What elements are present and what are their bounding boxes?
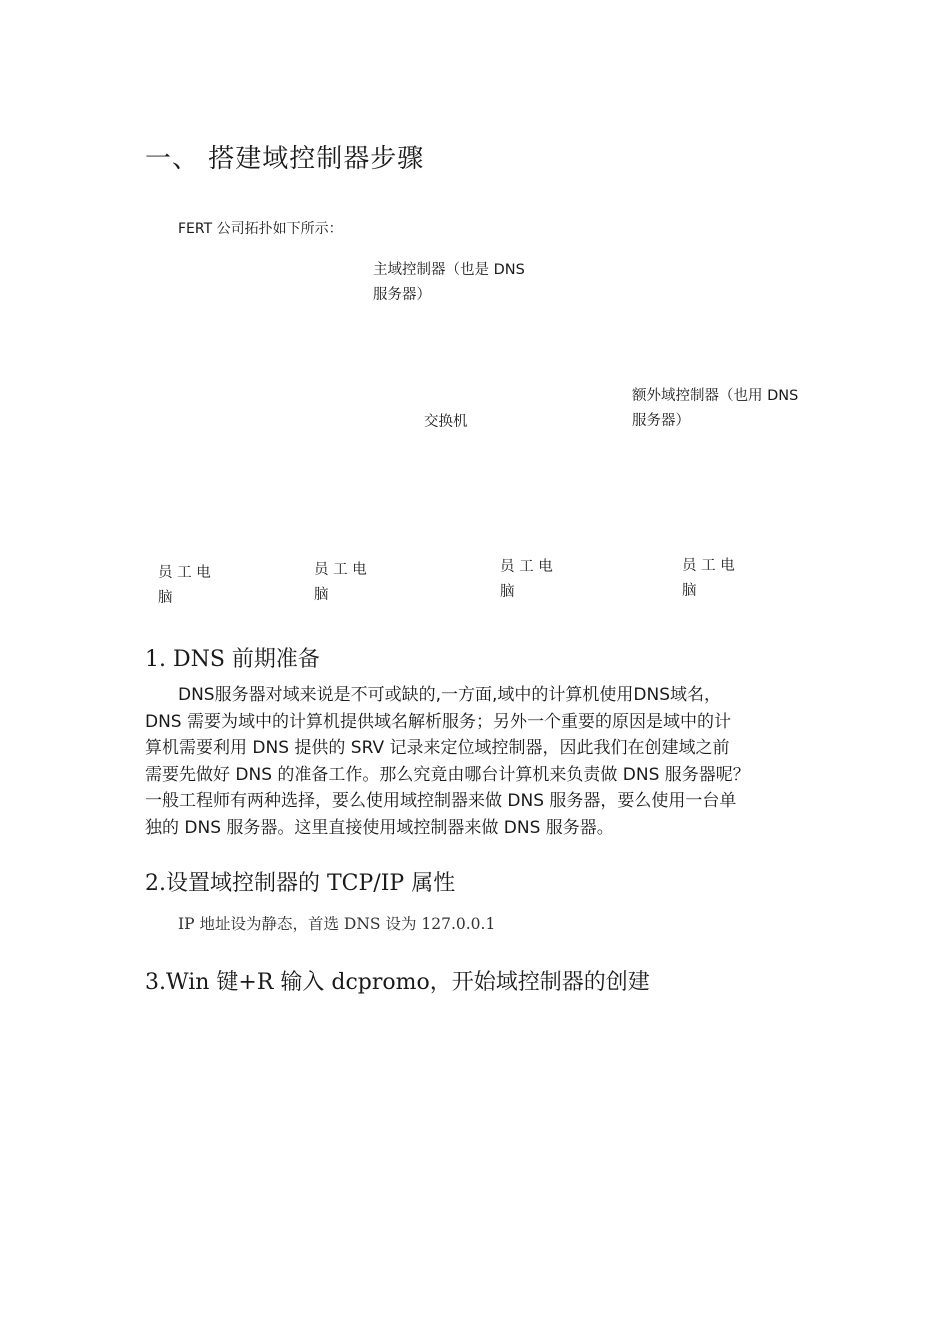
pc-label-1 [158,561,211,611]
primary-dc-line-1: 主域控制器（也是 DNS [373,262,525,278]
paragraph-line: 需要先做好 DNS 的准备工作。那么究竟由哪台计算机来负责做 DNS 服务器呢？ [145,764,750,785]
switch-label: 交换机 [424,414,468,430]
extra-dc-line-2: 服务器） [632,413,690,429]
paragraph-line: 独的 DNS 服务器。这里直接使用域控制器来做 DNS 服务器。 [145,817,614,838]
intro-text: FERT 公司拓扑如下所示： [178,221,343,237]
section-1-heading: 1. DNS 前期准备 [145,647,320,672]
pc-label-4 [682,554,735,604]
primary-dc-label [373,258,525,308]
pc-label-2-line-2: 脑 [314,587,329,603]
section-1-paragraph [145,682,815,841]
pc-label-4-line-2: 脑 [682,583,697,599]
extra-dc-label [632,384,798,434]
pc-label-1-line-2: 脑 [158,590,173,606]
extra-dc-line-1: 额外域控制器（也用 DNS [632,388,799,404]
pc-label-3-line-2: 脑 [500,584,515,600]
paragraph-line: DNS服务器对域来说是不可或缺的,一方面,域中的计算机使用DNS域名， [178,685,722,705]
pc-label-3-line-1: 员 工 电 [500,559,553,575]
paragraph-line: 一般工程师有两种选择，要么使用域控制器来做 DNS 服务器，要么使用一台单 [145,791,737,811]
pc-label-4-line-1: 员 工 电 [682,558,735,574]
pc-label-2-line-1: 员 工 电 [314,562,367,578]
page-title: 一、 搭建域控制器步骤 [145,144,425,174]
paragraph-line: DNS 需要为域中的计算机提供域名解析服务；另外一个重要的原因是域中的计 [145,711,732,732]
section-2-heading: 2.设置域控制器的 TCP/IP 属性 [145,871,456,896]
pc-label-3 [500,555,553,605]
pc-label-2 [314,558,367,608]
primary-dc-line-2: 服务器） [373,287,431,303]
paragraph-line: 算机需要利用 DNS 提供的 SRV 记录来定位域控制器，因此我们在创建域之前 [145,738,730,758]
pc-label-1-line-1: 员 工 电 [158,565,211,581]
section-3-heading: 3.Win 键+R 输入 dcpromo，开始域控制器的创建 [145,970,650,995]
section-2-text: IP 地址设为静态，首选 DNS 设为 127.0.0.1 [178,915,496,933]
